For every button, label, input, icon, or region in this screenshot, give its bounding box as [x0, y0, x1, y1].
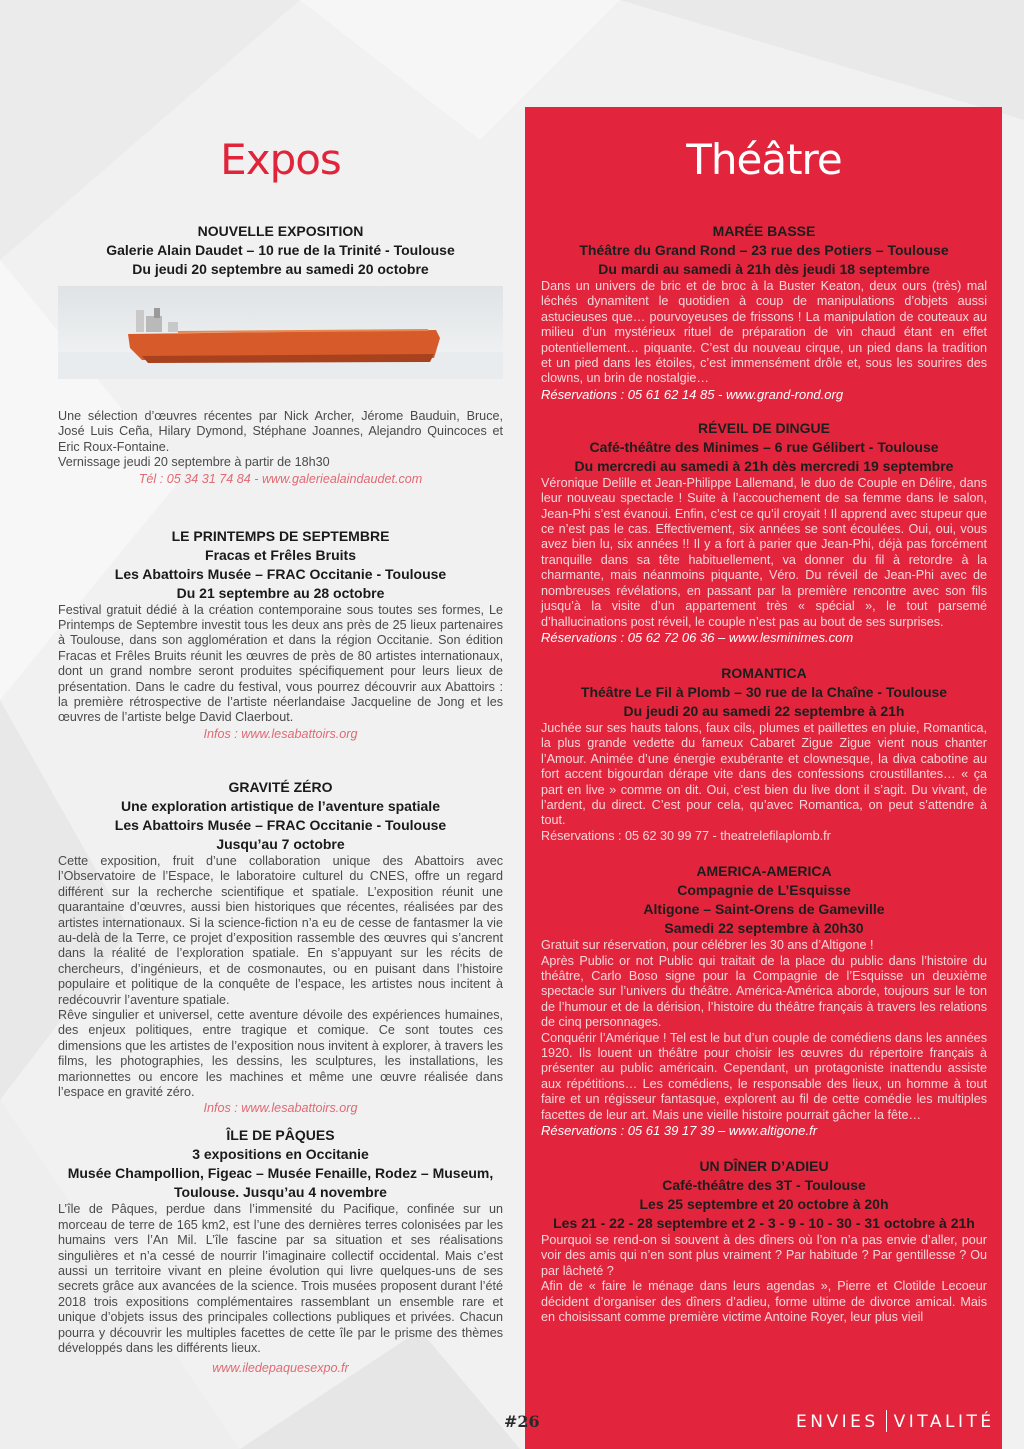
article-subtitle: Une exploration artistique de l’aventure spatiale [121, 797, 440, 814]
article-venue: Théâtre Le Fil à Plomb – 30 rue de la Chaîne - Toulouse [580, 683, 948, 700]
article-title: ÎLE DE PÂQUES [226, 1127, 335, 1144]
article-body: Gratuit sur réservation, pour célébrer les 30 ans d’Altigone ! Après Public or not Public qui traitait de la place du public dans l’histoire du théâtre, Carlo Boso signe pour la Compagnie de l’Esquisse un deuxième spectacle sur l’univers du théâtre. América-América aborde, toujours sur le ton de l’humour et de la dérision, l’histoire du théâtre français à travers les relations de cinq personnages. Conquérir l’Amérique ! Tel est le but d’un couple de comédiens dans les années 1920. Ils louent un théâtre pour choisir les œuvres du répertoire français à présenter au public américain. Cependant, un protagoniste inattendu assiste aux répétitions… Les comédiens, le responsable des lieux, un homme à tout faire et un régisseur fantasque, explorent au fil de cette comédie les multiples facettes de leur art. Mais une vieille histoire pourrait gâcher la fête… [541, 938, 987, 1122]
ship-photo [58, 286, 503, 379]
article-title: GRAVITÉ ZÉRO [228, 778, 333, 795]
article-head [58, 222, 503, 279]
article-head [58, 778, 503, 854]
article-info-link[interactable]: Infos : www.lesabattoirs.org [203, 726, 358, 741]
article-head [541, 664, 987, 721]
theatre-column [541, 130, 987, 1325]
article-reservation[interactable]: Réservations : 05 61 39 17 39 – www.altigone.fr [541, 1123, 818, 1139]
article-subtitle: 3 expositions en Occitanie [192, 1146, 369, 1163]
article-dates: Du jeudi 20 au samedi 22 septembre à 21h [623, 702, 905, 719]
article-maree-basse [541, 222, 987, 403]
article-venue: Altigone – Saint-Orens de Gameville [643, 901, 885, 918]
article-body: Juchée sur ses hauts talons, faux cils, plumes et paillettes en pluie, Romantica, la plus grande vedette du fameux Cabaret Zigue Zigue vient nous chanter l’Amour. Animée d’une énergie exubérante et clownesque, la diva cabotine au fort accent bigourdan dérape vite dans des confessions croustillantes… « ça part en live » comme on dit. Oui, c’est bien du live dont il s’agit. Du vivant, de l’ardent, du direct. C’est pour cela, qu’avec Romantica, on peut s’attendre à tout. [541, 720, 987, 828]
article-reservation[interactable]: Réservations : 05 62 30 99 77 - theatrelefilaplomb.fr [541, 828, 831, 843]
theatre-title: Théâtre [686, 135, 842, 184]
article-gravite-zero [58, 778, 503, 1117]
article-dates: Du jeudi 20 septembre au samedi 20 octobre [132, 261, 429, 277]
article-title: AMERICA-AMERICA [696, 863, 832, 880]
article-title: ROMANTICA [721, 664, 807, 681]
article-reservation[interactable]: Réservations : 05 61 62 14 85 - www.grand-rond.org [541, 386, 844, 402]
article-website-link[interactable]: www.iledepaquesexpo.fr [212, 1361, 349, 1376]
article-head [541, 419, 987, 476]
article-head [58, 527, 503, 603]
article-head [541, 862, 987, 938]
article-body: Dans un univers de bric et de broc à la Buster Keaton, deux ours (très) mal léchés dynamitent le quotidien à coup de manipulations d’objets aussi astucieuses que… pourvoyeuses de frissons ! La manipulation de couteaux au milieu d’un mystérieux rituel de préparation de vin chaud étant en effet potentiellement… piquante. C’est du nouveau cirque, un pied dans la tradition et un pied dans les étoiles, c’est immensément drôle et, sous les sourires des clowns, un brin de nostalgie… [541, 279, 987, 386]
article-nouvelle-exposition [58, 222, 503, 487]
article-title: LE PRINTEMPS DE SEPTEMBRE [171, 527, 390, 544]
page-number: #26 [504, 1412, 540, 1431]
article-venue: Musée Champollion, Figeac – Musée Fenaille, Rodez – Museum, Toulouse. Jusqu’au 4 novembre [67, 1165, 494, 1201]
brand-envies: ENVIES [796, 1412, 879, 1432]
article-title: NOUVELLE EXPOSITION [197, 223, 364, 239]
article-title: RÉVEIL DE DINGUE [698, 419, 830, 436]
article-dates: Du 21 septembre au 28 octobre [176, 584, 385, 601]
article-venue: Théâtre du Grand Rond – 23 rue des Potiers – Toulouse [579, 242, 949, 258]
article-subtitle: Fracas et Frêles Bruits [205, 546, 356, 563]
brand-divider [886, 1410, 887, 1432]
article-dates: Les 25 septembre et 20 octobre à 20h [639, 1196, 889, 1213]
article-body: L’île de Pâques, perdue dans l’immensité du Pacifique, confinée sur un morceau de terre de 165 km2, est l’une des dernières terres colonisées par les humains vers l’An Mil. L’île fascine par sa situation et ses réalisations singulières et n’a cessé de nourrir l’imaginaire collectif occidental. Mais c’est aussi un territoire vivant en pleine évolution qui livre quelques-uns de ses secrets grâce aux avancées de la science. Trois musées proposent durant l’été 2018 trois expositions complémentaires rassemblant un ensemble rare et unique d’objets issus des principales collections publiques et privées. Chacun pourra y découvrir les multiples facettes de cette île par le prisme des thèmes développés dans les différents lieux. [58, 1202, 503, 1356]
article-romantica [541, 664, 987, 844]
article-body: Festival gratuit dédié à la création contemporaine sous toutes ses formes, Le Printemps de Septembre investit tous les deux ans près de 25 lieux partenaires à Toulouse, dans son agglomération et dans la région Occitanie. Son édition Fracas et Frêles Bruits réunit les œuvres de près de 80 artistes internationaux, dont un grand nombre seront produites spécifiquement pour leurs lieux de présentation. Dans le cadre du festival, vous pourrez découvrir aux Abattoirs : la première rétrospective de l’artiste néerlandaise Jacqueline de Jong et les œuvres de l’artiste belge David Claerbout. [58, 602, 503, 725]
magazine-brand [796, 1410, 995, 1432]
article-reveil-de-dingue [541, 419, 987, 646]
expos-title: Expos [220, 135, 341, 184]
article-ile-de-paques [58, 1126, 503, 1376]
article-dates: Jusqu’au 7 octobre [216, 835, 345, 852]
article-venue: Café-théâtre des 3T - Toulouse [662, 1177, 866, 1194]
article-head [541, 222, 987, 279]
article-body: Pourquoi se rend-on si souvent à des dîners où l’on n’a pas envie d’aller, pour voir des amis qui n’en sont plus vraiment ? Par habitude ? Par gentillesse ? Ou par lâcheté ? Afin de « faire le ménage dans leurs agendas », Pierre et Clotilde Lecoeur décident d’organiser des dîners d’adieu, forme ultime de divorce amical. Mais en choisissant comme première victime Antoine Royer, leur plus vieil [541, 1233, 987, 1325]
article-body: Véronique Delille et Jean-Philippe Lallemand, le duo de Couple en Délire, dans leur nouveau spectacle ! Suite à l’accouchement de sa femme dans le salon, Jean-Phi s’est évanoui. Enfin, c’est ce qu’il croyait ! Il apprend avec stupeur que ce n’est pas le cas. Effectivement, six années se sont écoulées. Oui, oui, vous avez bien lu, six années !! Il y a fort à parier que Jean-Phi, déjà pas forcément tranquille dans sa tête habituellement, va donner du fil à retordre à la charmante, mais néanmoins piquante, Véro. Du réveil de Jean-Phi avec de nombreuses révélations, en passant par la première rencontre avec son fils jusqu’à la visite d’un appartement très « spécial », le tout parsemé d’hallucinations post réveil, le couple n’est pas au bout de ses surprises. [541, 475, 987, 629]
article-printemps-septembre [58, 527, 503, 742]
article-info-link[interactable]: Infos : www.lesabattoirs.org [203, 1101, 358, 1116]
article-venue: Les Abattoirs Musée – FRAC Occitanie - Toulouse [114, 565, 447, 582]
article-america-america [541, 862, 987, 1139]
expos-column [58, 130, 503, 1376]
article-dates: Du mardi au samedi à 21h dès jeudi 18 septembre [598, 261, 930, 277]
article-title: UN DÎNER D’ADIEU [699, 1158, 829, 1175]
brand-vitalite: VITALITÉ [893, 1412, 995, 1432]
article-head [541, 1157, 987, 1233]
article-title: MARÉE BASSE [712, 223, 816, 239]
article-reservation[interactable]: Réservations : 05 62 72 06 36 – www.lesminimes.com [541, 629, 854, 645]
article-venue: Galerie Alain Daudet – 10 rue de la Trinité - Toulouse [106, 242, 455, 258]
article-contact-link[interactable]: Tél : 05 34 31 74 84 - www.galeriealaindaudet.com [138, 471, 423, 486]
article-company: Compagnie de L’Esquisse [677, 882, 851, 899]
article-venue: Café-théâtre des Minimes – 6 rue Gélibert - Toulouse [589, 438, 939, 455]
article-dates-extra: Les 21 - 22 - 28 septembre et 2 - 3 - 9 - 10 - 30 - 31 octobre à 21h [553, 1215, 975, 1232]
article-body: Cette exposition, fruit d’une collaboration unique des Abattoirs avec l’Observatoire de l’Espace, le laboratoire culturel du CNES, offre un regard différent sur la recherche scientifique et spatiale. L’exposition réunit une quarantaine d’œuvres, aussi bien historiques que récentes, réalisées par des artistes internationaux. Si la science-fiction n’a eu de cesse de fantasmer la vie au-delà de la Terre, ce projet d’exposition rassemble des œuvres qui s’ancrent dans la réalité de l’exploration spatiale. En s’appuyant sur les récits de chercheurs, d’ingénieurs, et de cosmonautes, ou en puisant dans l’histoire populaire et politique de la conquête de l’espace, les artistes nous incitent à redécouvrir l’aventure spatiale. Rêve singulier et universel, cette aventure dévoile des expériences humaines, des enjeux politiques, entre tragique et comique. Ce sont toutes ces dimensions que les artistes de l’exposition nous invitent à explorer, à travers les films, les photographies, les dessins, les sculptures, les installations, les marionnettes ou encore les machines et même une œuvre réalisée dans l’espace en gravité zéro. [58, 853, 503, 1099]
article-head [58, 1126, 503, 1202]
article-un-diner-dadieu [541, 1157, 987, 1325]
article-dates: Du mercredi au samedi à 21h dès mercredi 19 septembre [574, 457, 954, 474]
article-body: Une sélection d’œuvres récentes par Nick Archer, Jérome Bauduin, Bruce, José Luis Ceña, Hilary Dymond, Stéphane Joannes, Alejandro Quincoces et Eric Roux-Fontaine. Vernissage jeudi 20 septembre à partir de 18h30 [58, 409, 503, 470]
article-dates: Samedi 22 septembre à 20h30 [664, 920, 864, 937]
article-venue: Les Abattoirs Musée – FRAC Occitanie - Toulouse [114, 816, 447, 833]
